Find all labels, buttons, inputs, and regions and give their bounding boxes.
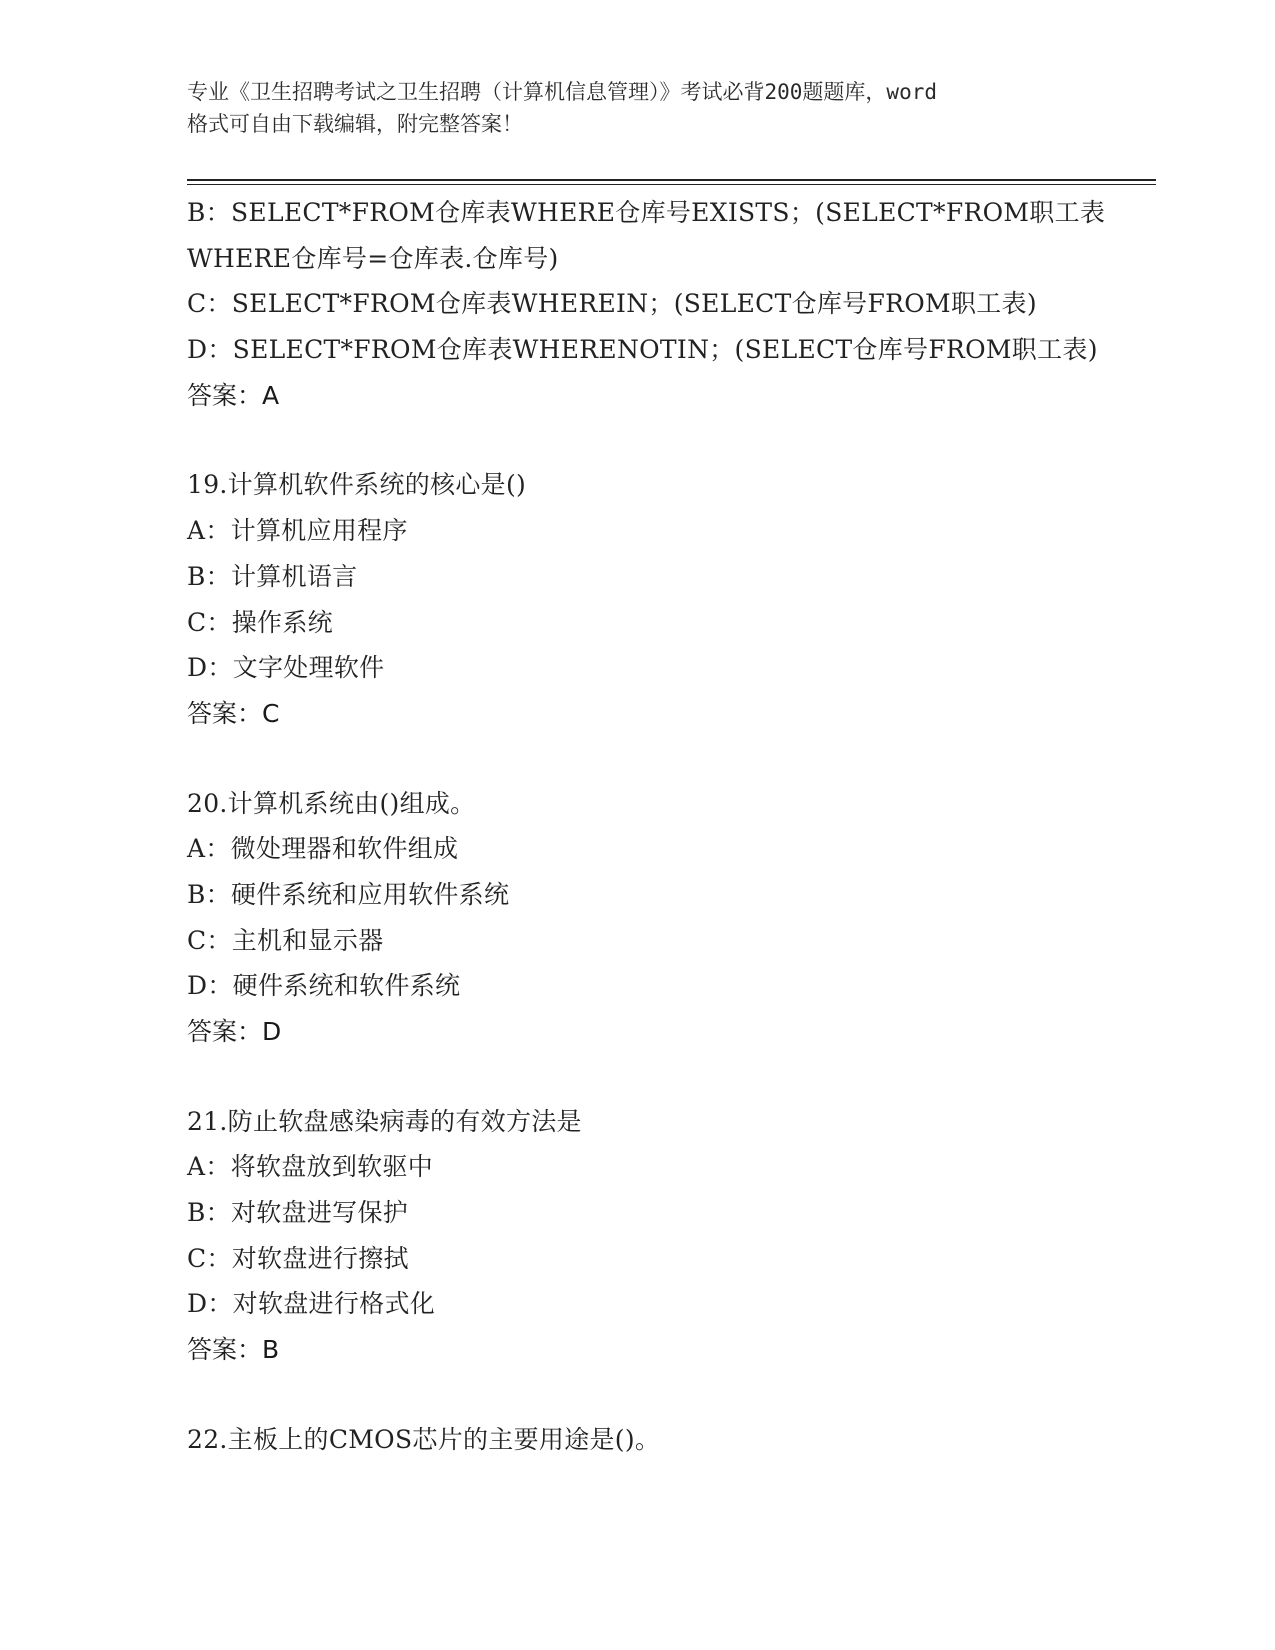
header-divider — [187, 179, 1156, 185]
option-line: D：SELECT*FROM仓库表WHERENOTIN；(SELECT仓库号FROM职工表) — [187, 335, 1098, 365]
option-a: A：计算机应用程序 — [187, 516, 408, 546]
option-line: B：SELECT*FROM仓库表WHERE仓库号EXISTS；(SELECT*FROM职工表 — [187, 198, 1106, 227]
answer-line: 答案：B — [187, 1335, 280, 1365]
answer-line: 答案：A — [187, 380, 280, 410]
question-18-continued — [187, 190, 1127, 418]
header-line-2: 格式可自由下载编辑，附完整答案！ — [187, 112, 523, 136]
question-19 — [187, 462, 1127, 736]
option-line: WHERE仓库号=仓库表.仓库号) — [187, 243, 559, 273]
option-d: D：对软盘进行格式化 — [187, 1289, 436, 1319]
question-stem: 22.主板上的CMOS芯片的主要用途是()。 — [187, 1424, 661, 1454]
option-a: A：微处理器和软件组成 — [187, 834, 459, 864]
question-21 — [187, 1099, 1127, 1373]
option-d: D：硬件系统和软件系统 — [187, 971, 461, 1001]
option-b: B：硬件系统和应用软件系统 — [187, 879, 510, 909]
question-22 — [187, 1417, 1127, 1463]
option-d: D：文字处理软件 — [187, 653, 385, 683]
option-c: C：操作系统 — [187, 607, 333, 637]
option-line: C：SELECT*FROM仓库表WHEREIN；(SELECT仓库号FROM职工表) — [187, 289, 1037, 319]
option-a: A：将软盘放到软驱中 — [187, 1152, 434, 1182]
page-header — [187, 76, 1087, 140]
header-line-1: 专业《卫生招聘考试之卫生招聘（计算机信息管理）》考试必背200题题库，word — [187, 80, 937, 104]
answer-line: 答案：C — [187, 698, 280, 728]
option-b: B：对软盘进写保护 — [187, 1198, 409, 1228]
question-20 — [187, 781, 1127, 1055]
option-b: B：计算机语言 — [187, 561, 358, 591]
option-c: C：主机和显示器 — [187, 925, 384, 955]
question-stem: 21.防止软盘感染病毒的有效方法是 — [187, 1106, 582, 1136]
option-c: C：对软盘进行擦拭 — [187, 1243, 409, 1273]
question-stem: 19.计算机软件系统的核心是() — [187, 470, 527, 500]
question-list — [187, 190, 1127, 1463]
question-stem: 20.计算机系统由()组成。 — [187, 788, 476, 818]
answer-line: 答案：D — [187, 1017, 282, 1046]
